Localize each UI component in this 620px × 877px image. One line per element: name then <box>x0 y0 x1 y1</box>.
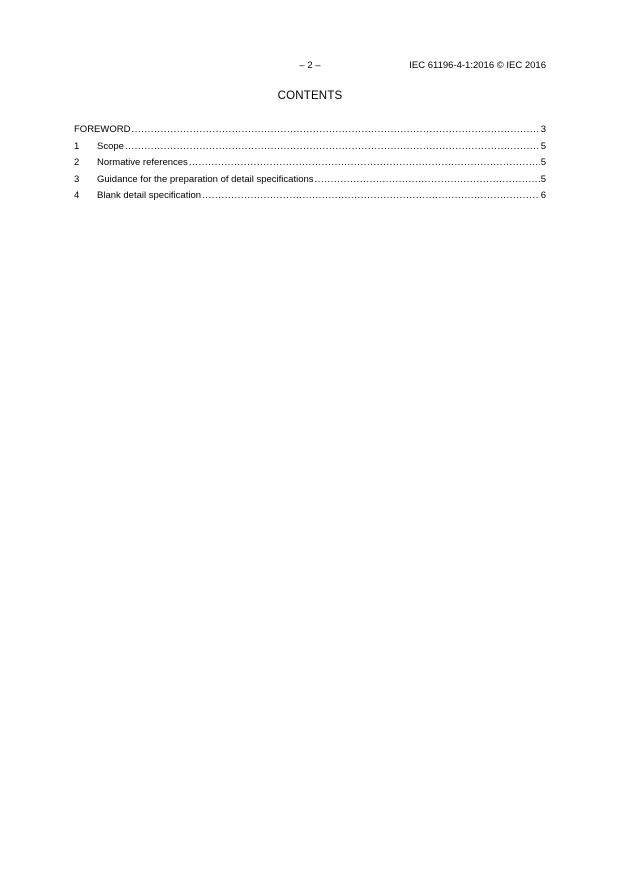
toc-entry-title: Scope <box>97 140 124 152</box>
toc-entry-title: Guidance for the preparation of detail specifications <box>97 173 314 185</box>
toc-entry-guidance[interactable] <box>74 174 546 191</box>
toc-entry-title: Normative references <box>97 157 188 169</box>
toc-dot-leader <box>125 141 540 153</box>
toc-entry-page: 6 <box>540 190 546 202</box>
toc-entry-normative-references[interactable] <box>74 157 546 174</box>
toc-entry-number: 2 <box>74 157 80 169</box>
toc-dot-leader <box>315 174 540 186</box>
toc-entry-title: FOREWORD <box>74 124 131 135</box>
toc-dot-leader <box>202 190 540 202</box>
contents-heading: CONTENTS <box>277 90 343 102</box>
page-number: – 2 – <box>299 60 321 71</box>
toc-entry-page: 5 <box>540 173 546 185</box>
toc-entry-page: 3 <box>540 124 546 135</box>
toc-entry-scope[interactable] <box>74 141 546 158</box>
toc-entry-foreword[interactable] <box>74 124 546 141</box>
toc-dot-leader <box>189 157 540 169</box>
table-of-contents <box>74 124 546 207</box>
toc-entry-number: 1 <box>74 140 80 152</box>
toc-entry-page: 5 <box>540 140 546 152</box>
toc-entry-number: 3 <box>74 173 80 185</box>
document-reference: IEC 61196-4-1:2016 © IEC 2016 <box>409 60 546 71</box>
toc-entry-number: 4 <box>74 190 80 202</box>
toc-entry-title: Blank detail specification <box>97 190 202 202</box>
toc-entry-blank-detail-specification[interactable] <box>74 190 546 207</box>
toc-entry-page: 5 <box>540 157 546 169</box>
toc-dot-leader <box>131 124 539 136</box>
